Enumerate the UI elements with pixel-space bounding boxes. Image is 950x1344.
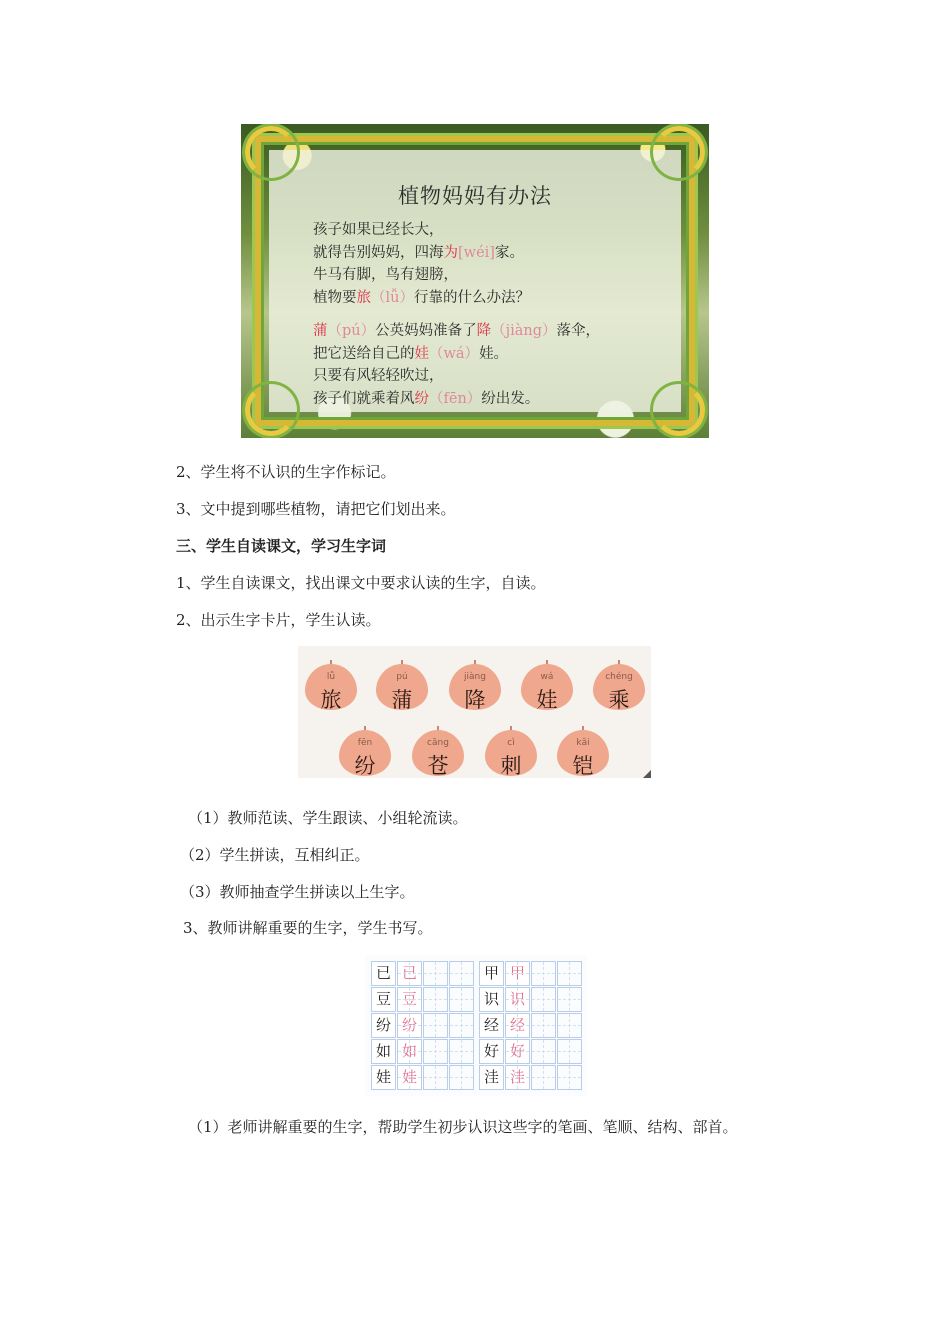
character-card: [444, 660, 506, 714]
poem-text: 孩子们就乘着风: [313, 390, 415, 407]
grid-character: 好: [483, 1042, 499, 1060]
grid-character: 识: [483, 990, 499, 1008]
character-card: [516, 660, 578, 714]
grid-character: 识: [509, 990, 525, 1008]
grid-character: 纷: [375, 1016, 391, 1034]
poem-text: 把它送给自己的: [313, 345, 415, 362]
character-card: [334, 726, 396, 778]
highlighted-character: 旅: [356, 289, 371, 306]
poem-stanza-1: [313, 219, 530, 309]
character-cards-image: [298, 646, 651, 778]
model-character-cell: [371, 1013, 396, 1038]
poem-line: [313, 287, 530, 310]
poem-text: 只要有风轻轻吹过，: [313, 368, 444, 384]
model-character-cell: [479, 1039, 504, 1064]
poem-line: [313, 242, 530, 265]
poem-line: [313, 343, 600, 366]
card-character: 蒲: [391, 688, 413, 712]
grid-character: 洼: [509, 1068, 525, 1086]
model-character-cell: [371, 1065, 396, 1090]
grid-character: 纷: [401, 1016, 417, 1034]
frame-corner-ornament: [653, 384, 705, 436]
frame-corner-ornament: [653, 126, 705, 178]
poem-text: 家。: [494, 244, 524, 261]
grid-character: 甲: [509, 964, 525, 982]
show-cards-text: 2、出示生字卡片，学生认读。: [176, 611, 381, 629]
character-card: [480, 726, 542, 778]
practice-cell: [557, 1039, 582, 1064]
card-character: 刺: [500, 754, 522, 778]
card-pinyin: cì: [507, 738, 515, 748]
pinyin-annotation: （lǚ）: [371, 289, 414, 306]
trace-character-cell: [397, 1039, 422, 1064]
practice-cell: [557, 961, 582, 986]
step-3-text: 3、文中提到哪些植物，请把它们划出来。: [176, 500, 456, 518]
poem-line: [313, 219, 530, 242]
grid-character: 如: [375, 1042, 391, 1060]
step-2-text: 2、学生将不认识的生字作标记。: [176, 463, 396, 481]
character-card: [552, 726, 614, 778]
card-character: 娃: [536, 688, 558, 712]
card-pinyin: chéng: [605, 672, 633, 682]
substep-1-text: （1）教师范读、学生跟读、小组轮流读。: [188, 809, 468, 827]
practice-cell: [423, 961, 448, 986]
practice-cell: [531, 1013, 556, 1038]
poem-text: 孩子如果已经长大，: [313, 222, 444, 238]
card-character: 降: [464, 688, 486, 712]
card-pinyin: fēn: [357, 738, 373, 748]
poem-text: 落伞，: [556, 323, 601, 339]
grid-character: 已: [401, 964, 417, 982]
pinyin-annotation: （pú）: [327, 323, 376, 339]
highlighted-character: 娃: [414, 345, 429, 362]
card-character: 乘: [608, 688, 630, 712]
poem-slide-image: [241, 124, 709, 438]
highlighted-character: 蒲: [313, 323, 328, 339]
explain-detail-text: （1）老师讲解重要的生字，帮助学生初步认识这些字的笔画、笔顺、结构、部首。: [188, 1118, 738, 1136]
character-card: [300, 660, 362, 714]
card-pinyin: cāng: [427, 738, 449, 748]
model-character-cell: [479, 1065, 504, 1090]
trace-character-cell: [397, 987, 422, 1012]
frame-corner-ornament: [245, 384, 297, 436]
card-character: 旅: [320, 688, 342, 712]
practice-cell: [557, 1065, 582, 1090]
practice-cell: [449, 987, 474, 1012]
practice-cell: [449, 1013, 474, 1038]
poem-text: 公英妈妈准备了: [375, 323, 477, 339]
poem-text: 娃。: [479, 345, 509, 362]
frame-corner-ornament: [245, 126, 297, 178]
model-character-cell: [479, 961, 504, 986]
poem-line: [313, 365, 600, 388]
practice-cell: [531, 987, 556, 1012]
model-character-cell: [479, 987, 504, 1012]
grid-character: 经: [509, 1016, 525, 1034]
practice-cell: [423, 1065, 448, 1090]
poem-text: 纷出发。: [481, 390, 540, 407]
trace-character-cell: [397, 961, 422, 986]
practice-cell: [531, 961, 556, 986]
poem-text: 行靠的什么办法？: [413, 289, 530, 306]
grid-character: 洼: [483, 1068, 499, 1086]
trace-character-cell: [505, 961, 530, 986]
poem-line: [313, 388, 600, 411]
pinyin-annotation: （wá）: [429, 345, 480, 362]
card-character: 苍: [427, 754, 449, 778]
poem-line: [313, 264, 530, 287]
pinyin-annotation: （fēn）: [429, 390, 482, 407]
trace-character-cell: [397, 1065, 422, 1090]
substep-2-text: （2）学生拼读，互相纠正。: [180, 846, 370, 864]
poem-stanza-2: [313, 320, 600, 410]
highlighted-character: 纷: [414, 390, 429, 407]
practice-cell: [449, 1065, 474, 1090]
poem-text: 植物要: [313, 289, 357, 306]
card-character: 铠: [572, 754, 594, 778]
grid-character: 甲: [483, 964, 499, 982]
card-pinyin: pú: [396, 672, 408, 682]
trace-character-cell: [505, 1039, 530, 1064]
highlighted-character: 降: [476, 323, 492, 339]
practice-cell: [557, 987, 582, 1012]
grid-character: 豆: [401, 990, 417, 1008]
pinyin-annotation: [wéi]: [458, 244, 495, 261]
grid-character: 豆: [375, 990, 391, 1008]
grid-character: 经: [483, 1016, 499, 1034]
section-heading: 三、学生自读课文，学习生字词: [176, 537, 387, 555]
practice-cell: [449, 961, 474, 986]
card-pinyin: wá: [540, 672, 554, 682]
practice-cell: [557, 1013, 582, 1038]
model-character-cell: [371, 1039, 396, 1064]
model-character-cell: [371, 987, 396, 1012]
grid-character: 好: [509, 1042, 525, 1060]
practice-cell: [423, 1039, 448, 1064]
card-pinyin: jiàng: [464, 672, 486, 682]
character-card: [407, 726, 469, 778]
grid-character: 已: [375, 964, 391, 982]
substep-3-text: （3）教师抽查学生拼读以上生字。: [180, 883, 415, 901]
highlighted-character: 为: [443, 244, 458, 261]
pinyin-annotation: （jiàng）: [491, 323, 557, 339]
trace-character-cell: [505, 987, 530, 1012]
practice-cell: [423, 1013, 448, 1038]
poem-text: 牛马有脚，鸟有翅膀，: [313, 267, 458, 283]
trace-character-cell: [397, 1013, 422, 1038]
poem-text: 就得告别妈妈，四海: [313, 244, 444, 261]
practice-cell: [449, 1039, 474, 1064]
slide-title: 植物妈妈有办法: [398, 184, 552, 208]
self-read-text: 1、学生自读课文，找出课文中要求认读的生字，自读。: [176, 574, 546, 592]
card-pinyin: lǚ: [326, 672, 336, 682]
practice-cell: [531, 1039, 556, 1064]
grid-character: 娃: [375, 1068, 391, 1086]
practice-cell: [423, 987, 448, 1012]
image-corner-mark: [643, 770, 651, 778]
card-pinyin: kǎi: [576, 738, 590, 748]
writing-grid-image: [365, 955, 587, 1096]
poem-line: [313, 320, 600, 343]
character-card: [588, 660, 650, 714]
card-character: 纷: [354, 754, 376, 778]
step-3-explain-text: 3、教师讲解重要的生字，学生书写。: [183, 919, 433, 937]
grid-character: 娃: [401, 1068, 417, 1086]
practice-cell: [531, 1065, 556, 1090]
trace-character-cell: [505, 1013, 530, 1038]
trace-character-cell: [505, 1065, 530, 1090]
grid-character: 如: [401, 1042, 417, 1060]
model-character-cell: [371, 961, 396, 986]
model-character-cell: [479, 1013, 504, 1038]
character-card: [371, 660, 433, 714]
